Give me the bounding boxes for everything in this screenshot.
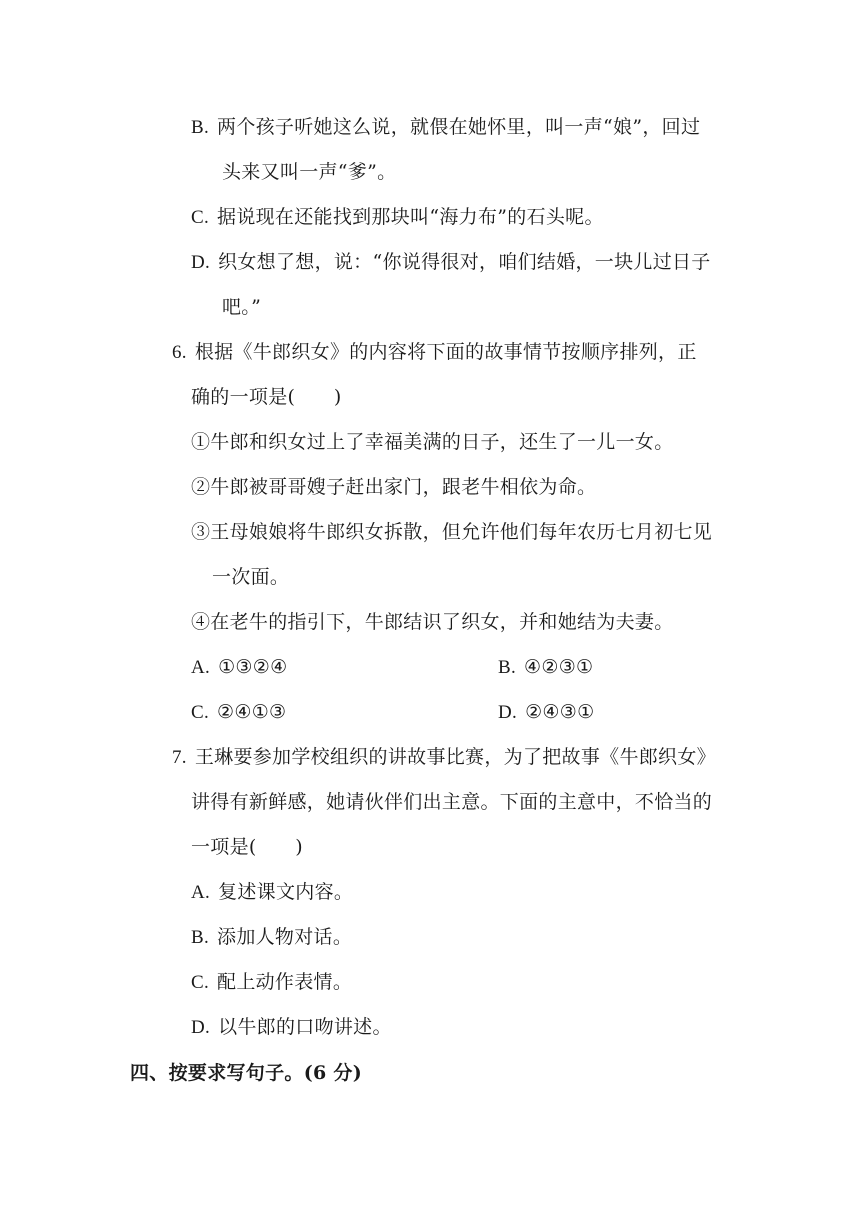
q5-option-d-text: 织女想了想，说：“你说得很对，咱们结婚，一块儿过日子 xyxy=(218,251,711,273)
q6-option-b xyxy=(498,653,593,682)
q6-plot-2: ②牛郎被哥哥嫂子赶出家门，跟老牛相依为命。 xyxy=(191,476,597,498)
q6-plot-1: ①牛郎和织女过上了幸福美满的日子，还生了一儿一女。 xyxy=(191,431,674,453)
q7-option-c-text: 配上动作表情。 xyxy=(217,971,353,993)
q6-option-a-label: A. xyxy=(191,657,211,678)
section-4-title: 四、按要求写句子。(6 分) xyxy=(130,1062,363,1084)
q7-option-d-text: 以牛郎的口吻讲述。 xyxy=(218,1016,392,1038)
q5-option-b-label: B. xyxy=(191,117,210,138)
q5-option-d-line2: 吧。” xyxy=(222,296,262,318)
q5-option-c xyxy=(191,203,604,232)
q6-plot-4: ④在老牛的指引下，牛郎结识了织女，并和她结为夫妻。 xyxy=(191,611,674,633)
q7-option-b xyxy=(191,923,352,952)
q6-option-d xyxy=(498,698,594,727)
q6-stem-text: 根据《牛郎织女》的内容将下面的故事情节按顺序排列，正 xyxy=(194,341,697,363)
q7-option-c xyxy=(191,968,352,997)
q6-option-a xyxy=(191,653,287,682)
q6-plot-3-line1: ③王母娘娘将牛郎织女拆散，但允许他们每年农历七月初七见 xyxy=(191,521,713,543)
q7-option-d-label: D. xyxy=(191,1017,211,1038)
q6-number: 6. xyxy=(172,342,187,363)
q5-option-d-line1 xyxy=(191,248,711,277)
q5-option-c-label: C. xyxy=(191,207,210,228)
q7-option-d xyxy=(191,1013,392,1042)
q6-stem-line1 xyxy=(172,338,697,367)
q7-option-b-label: B. xyxy=(191,927,210,948)
q5-option-d-label: D. xyxy=(191,252,211,273)
q6-option-b-label: B. xyxy=(498,657,517,678)
q7-number: 7. xyxy=(172,747,187,768)
q6-option-d-label: D. xyxy=(498,702,518,723)
q6-option-c-label: C. xyxy=(191,702,210,723)
q7-option-b-text: 添加人物对话。 xyxy=(217,926,353,948)
q6-stem-line2: 确的一项是( ) xyxy=(191,386,342,408)
q6-option-b-text: ④②③① xyxy=(524,656,594,678)
q7-option-a-text: 复述课文内容。 xyxy=(218,881,354,903)
q7-stem-line2: 讲得有新鲜感，她请伙伴们出主意。下面的主意中，不恰当的 xyxy=(191,791,713,813)
q6-option-a-text: ①③②④ xyxy=(218,656,288,678)
q7-stem-line1 xyxy=(172,743,716,772)
q5-option-b-line2: 头来又叫一声“爹”。 xyxy=(222,161,397,183)
q7-stem-text: 王琳要参加学校组织的讲故事比赛，为了把故事《牛郎织女》 xyxy=(194,746,716,768)
q6-option-c-text: ②④①③ xyxy=(217,701,287,723)
q7-option-c-label: C. xyxy=(191,972,210,993)
q6-plot-3-line2: 一次面。 xyxy=(212,566,290,588)
q6-option-d-text: ②④③① xyxy=(525,701,595,723)
q6-option-c xyxy=(191,698,286,727)
q7-stem-line3: 一项是( ) xyxy=(191,836,303,858)
q7-option-a xyxy=(191,878,353,907)
q5-option-b-line1 xyxy=(191,113,729,142)
q5-option-b-text: 两个孩子听她这么说，就偎在她怀里，叫一声“娘”，回过 xyxy=(217,116,701,138)
q5-option-c-text: 据说现在还能找到那块叫“海力布”的石头呢。 xyxy=(217,206,604,228)
q7-option-a-label: A. xyxy=(191,882,211,903)
